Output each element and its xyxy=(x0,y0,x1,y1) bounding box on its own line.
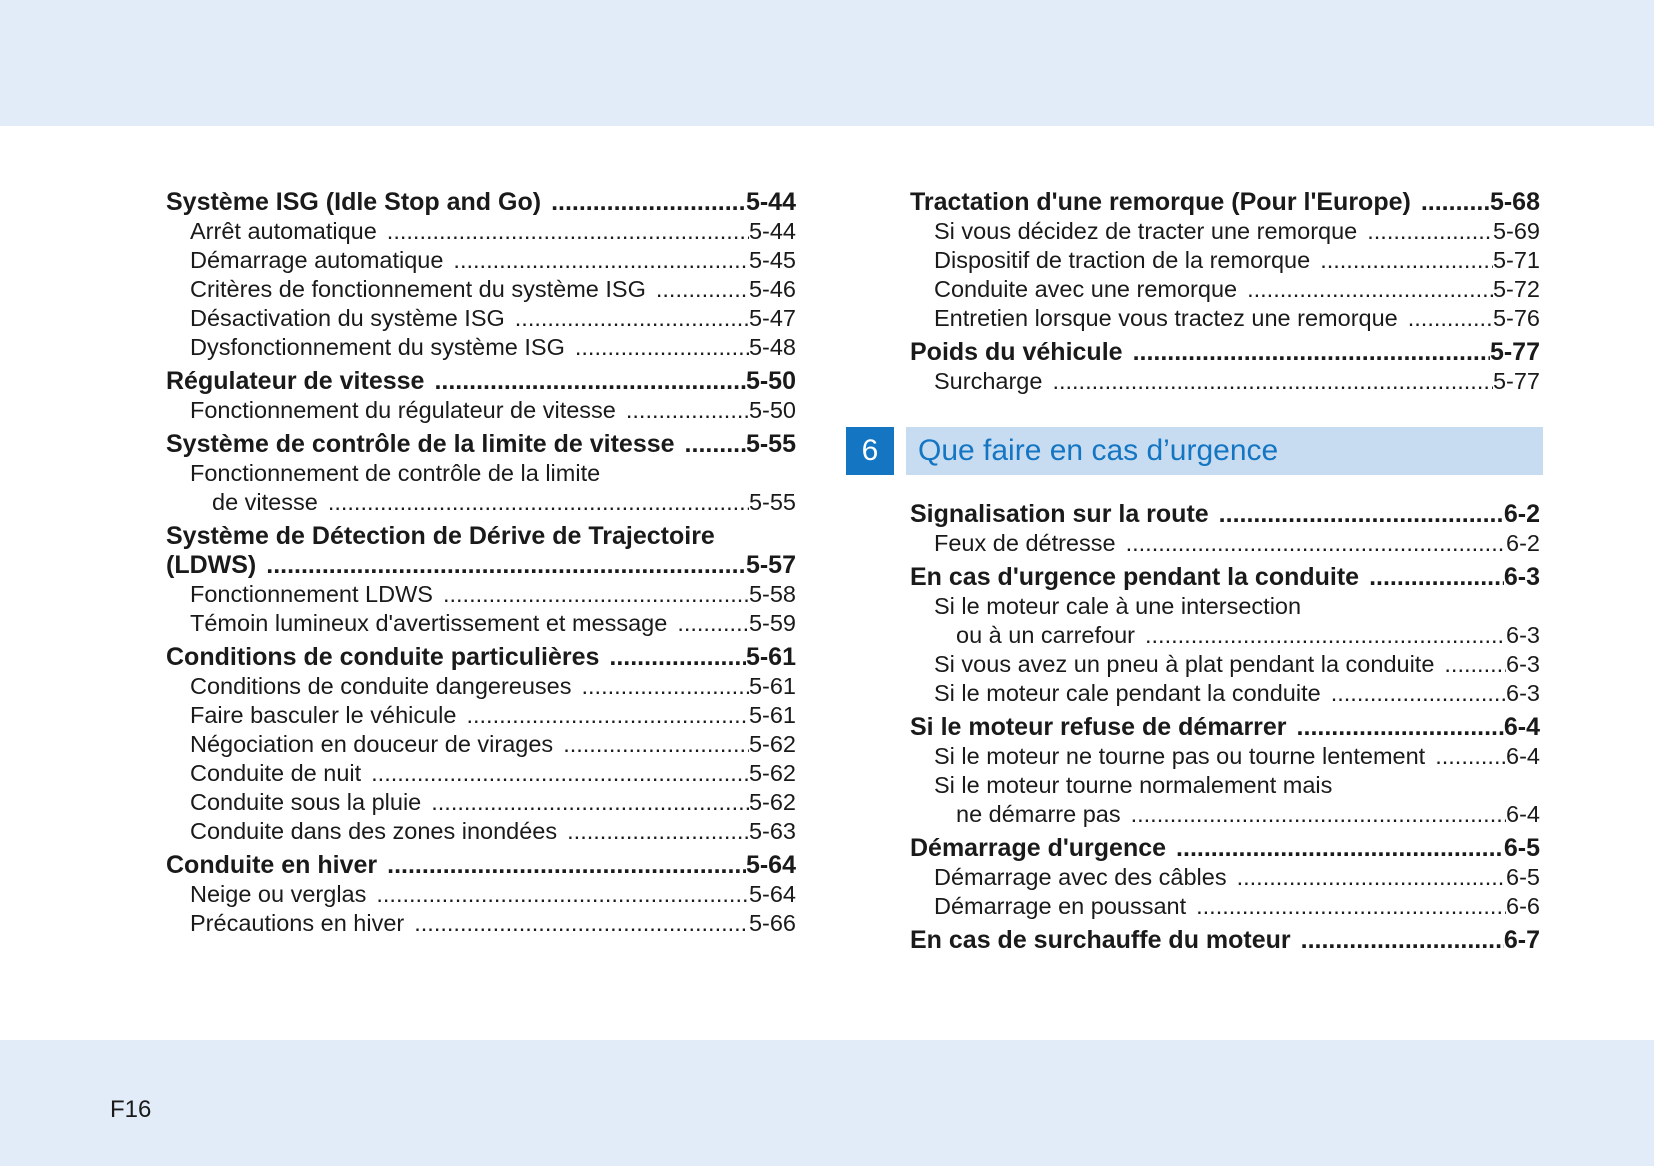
toc-right-bottom-column xyxy=(910,500,1540,955)
toc-entry-page: 5-61 xyxy=(748,673,796,699)
toc-entry-title: Témoin lumineux d'avertissement et message xyxy=(190,610,668,636)
toc-subsection-entry xyxy=(910,529,1540,558)
toc-entry-title: de vitesse xyxy=(212,489,318,515)
toc-entry-page: 6-7 xyxy=(1503,926,1540,954)
toc-entry-page: 5-44 xyxy=(745,188,796,216)
toc-section-entry xyxy=(910,563,1540,592)
toc-entry-title: Faire basculer le véhicule xyxy=(190,702,457,728)
toc-entry-title: ne démarre pas xyxy=(956,801,1121,827)
toc-section-entry xyxy=(910,338,1540,367)
chapter-title: Que faire en cas d’urgence xyxy=(918,434,1279,467)
toc-entry-page: 5-77 xyxy=(1492,368,1540,394)
toc-entry-page: 5-63 xyxy=(748,818,796,844)
toc-entry-title: Conduite sous la pluie xyxy=(190,789,422,815)
toc-entry-page: 6-6 xyxy=(1506,893,1540,919)
toc-section-entry xyxy=(910,926,1540,955)
toc-dot-leader xyxy=(515,304,749,333)
toc-dot-leader xyxy=(1052,367,1493,396)
toc-entry-page: 5-62 xyxy=(748,760,796,786)
toc-entry-page: 5-64 xyxy=(748,881,796,907)
toc-subsection-entry xyxy=(166,396,796,425)
toc-entry-title: Entretien lorsque vous tractez une remorque xyxy=(934,305,1398,331)
header-band xyxy=(0,0,1654,126)
toc-dot-leader xyxy=(431,788,749,817)
toc-dot-leader xyxy=(387,851,746,880)
toc-entry-page: 5-58 xyxy=(748,581,796,607)
toc-entry-title: Désactivation du système ISG xyxy=(190,305,505,331)
toc-entry-title: Fonctionnement du régulateur de vitesse xyxy=(190,397,616,423)
toc-dot-leader xyxy=(1421,188,1490,217)
toc-dot-leader xyxy=(677,609,749,638)
toc-entry-page: 5-48 xyxy=(748,334,796,360)
toc-entry-page: 5-77 xyxy=(1489,338,1540,366)
toc-entry-page: 5-71 xyxy=(1492,247,1540,273)
toc-entry-title: Critères de fonctionnement du système ISG xyxy=(190,276,646,302)
toc-entry-page: 5-66 xyxy=(748,910,796,936)
toc-dot-leader xyxy=(371,759,749,788)
toc-entry-title: Poids du véhicule xyxy=(910,338,1123,366)
toc-entry-title: Si le moteur cale pendant la conduite xyxy=(934,680,1321,706)
toc-subsection-entry xyxy=(910,275,1540,304)
toc-dot-leader xyxy=(387,217,749,246)
toc-section-entry xyxy=(166,367,796,396)
toc-entry-page: 5-69 xyxy=(1492,218,1540,244)
toc-entry-page: 5-76 xyxy=(1492,305,1540,331)
toc-entry-page: 5-55 xyxy=(748,489,796,515)
toc-entry-page: 5-64 xyxy=(745,851,796,879)
toc-right-column xyxy=(910,188,1540,396)
toc-dot-leader xyxy=(656,275,749,304)
toc-entry-title: Démarrage automatique xyxy=(190,247,444,273)
toc-subsection-entry xyxy=(166,246,796,275)
toc-dot-leader xyxy=(466,701,748,730)
toc-entry-title: Conditions de conduite particulières xyxy=(166,643,600,671)
toc-entry-page: 6-2 xyxy=(1503,500,1540,528)
toc-entry-page: 6-3 xyxy=(1506,651,1540,677)
toc-entry-title: Fonctionnement de contrôle de la limite xyxy=(190,460,601,486)
page-number: F16 xyxy=(110,1096,152,1123)
toc-subsection-entry xyxy=(166,880,796,909)
toc-dot-leader xyxy=(1435,742,1506,771)
toc-entry-page: 5-46 xyxy=(748,276,796,302)
toc-subsection-entry xyxy=(166,817,796,846)
toc-subsection-entry xyxy=(910,246,1540,275)
toc-entry-page: 5-59 xyxy=(748,610,796,636)
toc-dot-leader xyxy=(551,188,746,217)
toc-dot-leader xyxy=(1145,621,1506,650)
toc-section-entry xyxy=(166,188,796,217)
toc-entry-title: Arrêt automatique xyxy=(190,218,377,244)
toc-subsection-entry xyxy=(910,650,1540,679)
toc-entry-title: Système ISG (Idle Stop and Go) xyxy=(166,188,542,216)
toc-dot-leader xyxy=(1367,217,1493,246)
toc-entry-title: Signalisation sur la route xyxy=(910,500,1209,528)
chapter-number: 6 xyxy=(846,427,894,475)
toc-subsection-entry xyxy=(166,730,796,759)
toc-entry-title: En cas de surchauffe du moteur xyxy=(910,926,1291,954)
toc-subsection-entry xyxy=(166,672,796,701)
toc-section-entry xyxy=(910,713,1540,742)
toc-dot-leader xyxy=(443,580,749,609)
toc-subsection-entry xyxy=(166,459,796,488)
toc-dot-leader xyxy=(1408,304,1493,333)
toc-section-entry xyxy=(910,500,1540,529)
toc-subsection-entry xyxy=(166,304,796,333)
toc-entry-page: 5-68 xyxy=(1489,188,1540,216)
toc-entry-page: 5-47 xyxy=(748,305,796,331)
toc-right-top xyxy=(910,188,1540,396)
toc-entry-page: 6-2 xyxy=(1506,530,1540,556)
toc-subsection-entry xyxy=(910,621,1540,650)
toc-subsection-entry xyxy=(166,488,796,517)
toc-entry-title: Négociation en douceur de virages xyxy=(190,731,554,757)
toc-section-entry xyxy=(166,851,796,880)
toc-subsection-entry xyxy=(166,217,796,246)
toc-entry-page: 6-5 xyxy=(1503,834,1540,862)
toc-entry-title: Tractation d'une remorque (Pour l'Europe) xyxy=(910,188,1411,216)
toc-entry-title: Régulateur de vitesse xyxy=(166,367,425,395)
toc-entry-title: Si le moteur cale à une intersection xyxy=(934,593,1302,619)
toc-entry-title: Conditions de conduite dangereuses xyxy=(190,673,572,699)
chapter-header xyxy=(846,427,1543,475)
toc-entry-page: 6-4 xyxy=(1506,801,1540,827)
toc-entry-title: Système de contrôle de la limite de vitesse xyxy=(166,430,675,458)
toc-subsection-entry xyxy=(910,892,1540,921)
toc-dot-leader xyxy=(626,396,749,425)
toc-entry-page: 5-50 xyxy=(748,397,796,423)
toc-entry-title: Système de Détection de Dérive de Trajectoire xyxy=(166,522,715,550)
toc-dot-leader xyxy=(1297,713,1504,742)
toc-subsection-entry xyxy=(910,863,1540,892)
toc-dot-leader xyxy=(1247,275,1493,304)
toc-dot-leader xyxy=(563,730,749,759)
toc-entry-title: Dispositif de traction de la remorque xyxy=(934,247,1311,273)
toc-subsection-entry xyxy=(910,679,1540,708)
toc-entry-page: 6-3 xyxy=(1506,622,1540,648)
toc-subsection-entry xyxy=(910,742,1540,771)
toc-subsection-entry xyxy=(910,367,1540,396)
toc-section-entry xyxy=(166,643,796,672)
toc-dot-leader xyxy=(1196,892,1506,921)
toc-subsection-entry xyxy=(910,800,1540,829)
toc-entry-page: 6-4 xyxy=(1506,743,1540,769)
toc-entry-title: En cas d'urgence pendant la conduite xyxy=(910,563,1360,591)
toc-entry-page: 6-5 xyxy=(1506,864,1540,890)
toc-entry-title: Si le moteur refuse de démarrer xyxy=(910,713,1287,741)
toc-entry-title: Dysfonctionnement du système ISG xyxy=(190,334,565,360)
toc-dot-leader xyxy=(1126,529,1506,558)
toc-entry-title: Neige ou verglas xyxy=(190,881,367,907)
toc-subsection-entry xyxy=(166,333,796,362)
toc-subsection-entry xyxy=(166,788,796,817)
toc-entry-title: Si vous décidez de tracter une remorque xyxy=(934,218,1358,244)
toc-entry-title: ou à un carrefour xyxy=(956,622,1135,648)
toc-left-column xyxy=(166,188,796,938)
toc-dot-leader xyxy=(685,430,746,459)
toc-section-entry xyxy=(166,430,796,459)
toc-dot-leader xyxy=(1444,650,1506,679)
toc-dot-leader xyxy=(1320,246,1493,275)
toc-dot-leader xyxy=(1176,834,1504,863)
toc-dot-leader xyxy=(582,672,749,701)
toc-entry-page: 5-50 xyxy=(745,367,796,395)
toc-entry-title: Démarrage avec des câbles xyxy=(934,864,1227,890)
toc-entry-title: Démarrage d'urgence xyxy=(910,834,1167,862)
toc-right-bottom xyxy=(910,500,1540,955)
toc-entry-title: Précautions en hiver xyxy=(190,910,405,936)
toc-subsection-entry xyxy=(910,217,1540,246)
toc-dot-leader xyxy=(1133,338,1490,367)
toc-subsection-entry xyxy=(166,580,796,609)
toc-dot-leader xyxy=(453,246,749,275)
toc-dot-leader xyxy=(1331,679,1506,708)
toc-subsection-entry xyxy=(910,771,1540,800)
toc-entry-title: Conduite de nuit xyxy=(190,760,362,786)
toc-entry-page: 6-3 xyxy=(1503,563,1540,591)
toc-subsection-entry xyxy=(910,592,1540,621)
toc-entry-title: Conduite en hiver xyxy=(166,851,378,879)
toc-dot-leader xyxy=(434,367,746,396)
toc-entry-page: 6-3 xyxy=(1506,680,1540,706)
toc-entry-page: 5-61 xyxy=(745,643,796,671)
toc-entry-title: Conduite dans des zones inondées xyxy=(190,818,558,844)
toc-entry-page: 5-55 xyxy=(745,430,796,458)
toc-section-entry xyxy=(910,834,1540,863)
toc-dot-leader xyxy=(1369,563,1504,592)
toc-subsection-entry xyxy=(166,759,796,788)
toc-entry-title: Démarrage en poussant xyxy=(934,893,1187,919)
toc-dot-leader xyxy=(376,880,749,909)
toc-section-entry xyxy=(166,551,796,580)
toc-entry-page: 5-44 xyxy=(748,218,796,244)
toc-section-entry xyxy=(910,188,1540,217)
toc-subsection-entry xyxy=(166,275,796,304)
toc-dot-leader xyxy=(328,488,749,517)
toc-dot-leader xyxy=(414,909,749,938)
toc-entry-page: 5-45 xyxy=(748,247,796,273)
toc-entry-title: (LDWS) xyxy=(166,551,257,579)
toc-entry-page: 5-61 xyxy=(748,702,796,728)
toc-entry-page: 5-72 xyxy=(1492,276,1540,302)
toc-dot-leader xyxy=(1131,800,1506,829)
toc-dot-leader xyxy=(575,333,749,362)
toc-dot-leader xyxy=(567,817,749,846)
toc-entry-title: Feux de détresse xyxy=(934,530,1116,556)
toc-entry-page: 6-4 xyxy=(1503,713,1540,741)
toc-dot-leader xyxy=(1237,863,1506,892)
footer-band xyxy=(0,1040,1654,1166)
toc-entry-page: 5-62 xyxy=(748,731,796,757)
toc-entry-title: Si vous avez un pneu à plat pendant la conduite xyxy=(934,651,1435,677)
toc-dot-leader xyxy=(609,643,746,672)
toc-subsection-entry xyxy=(166,909,796,938)
toc-section-entry xyxy=(166,522,796,551)
toc-subsection-entry xyxy=(166,701,796,730)
toc-subsection-entry xyxy=(166,609,796,638)
toc-entry-title: Conduite avec une remorque xyxy=(934,276,1238,302)
toc-dot-leader xyxy=(1219,500,1504,529)
toc-entry-page: 5-57 xyxy=(745,551,796,579)
toc-entry-title: Surcharge xyxy=(934,368,1043,394)
toc-entry-title: Si le moteur tourne normalement mais xyxy=(934,772,1333,798)
toc-entry-title: Si le moteur ne tourne pas ou tourne lentement xyxy=(934,743,1426,769)
toc-dot-leader xyxy=(266,551,746,580)
toc-entry-page: 5-62 xyxy=(748,789,796,815)
toc-entry-title: Fonctionnement LDWS xyxy=(190,581,433,607)
toc-subsection-entry xyxy=(910,304,1540,333)
toc-dot-leader xyxy=(1301,926,1504,955)
